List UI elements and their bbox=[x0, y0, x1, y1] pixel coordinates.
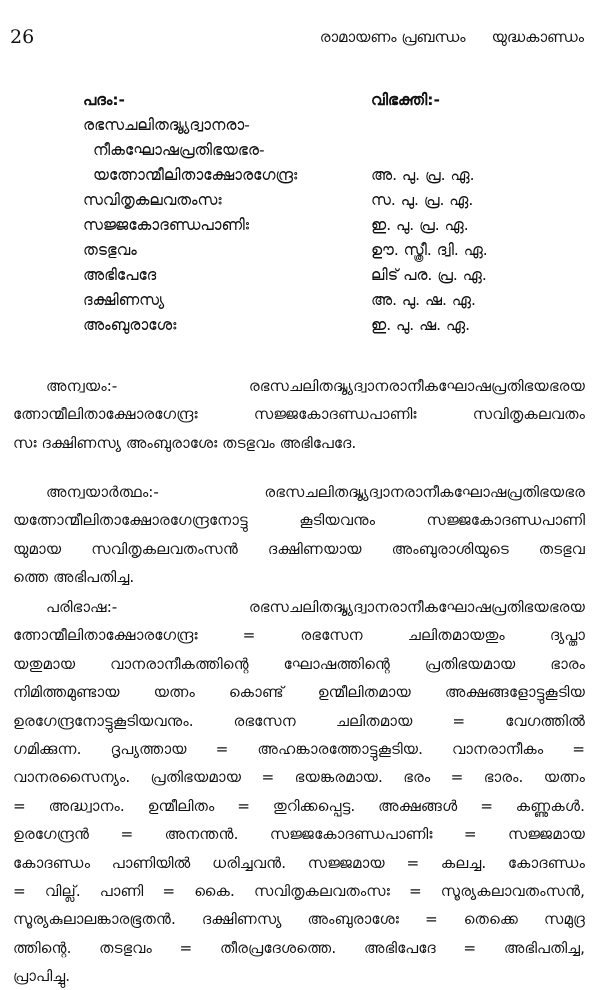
paragraph-line: = വില്ല്. പാണി = കൈ. സവിതൃകലവതംസഃ = സൂര്യകലാവതംസൻ, bbox=[13, 881, 585, 900]
case: ഇ. പു. ഷ. ഏ. bbox=[371, 316, 471, 334]
term: അഭിപേദേ bbox=[83, 266, 157, 284]
term: അംബുരാശേഃ bbox=[83, 316, 177, 334]
term-heading: പദം:- bbox=[83, 91, 125, 109]
paragraph-line: ഗമിക്കുന്ന. ദൃപ്യത്തായ = അഹങ്കാരത്തോട്ടുകൂടിയ. വാനരാനീകം = bbox=[13, 739, 585, 758]
term: നീകഘോഷപ്രതിഭയഭര- bbox=[93, 141, 265, 159]
paragraph-line: അന്വയാർത്ഥം:- രഭസചലിതദ്യ്പ്യദ്വാനരാനീകഘോഷപ്രതിഭയഭര bbox=[46, 483, 585, 501]
paribhasha-paragraph bbox=[13, 593, 585, 990]
paragraph-line: വാനരസൈന്യം. പ്രതിഭയമായ = ഭയങ്കരമായ. ഭരം = ഭാരം. യത്നം bbox=[13, 768, 585, 787]
page-number: 26 bbox=[10, 26, 35, 48]
paragraph-line: ഉരഗേന്ദ്രൻ = അനന്തൻ. സജ്ജകോദണ്ഡപാണിഃ = സജ്ജമായ bbox=[13, 825, 585, 844]
anvayam-paragraph bbox=[13, 372, 585, 457]
table-row bbox=[83, 163, 543, 188]
paragraph-line: യുമായ സവിതൃകലവതംസൻ ദക്ഷിണയായ അംബുരാശിയുടെ തടഭുവ bbox=[13, 539, 585, 558]
table-row bbox=[83, 313, 543, 338]
table-row bbox=[83, 213, 543, 238]
case: ഇ. പു. പ്ര. ഏ. bbox=[371, 216, 469, 234]
term: രഭസചലിതദ്യ്പ്യദ്വാനരാ- bbox=[83, 116, 250, 134]
term: സവിതൃകലവതംസഃ bbox=[83, 191, 222, 209]
term: യത്നോന്മീലിതാക്ഷോരഗേന്ദ്രഃ bbox=[93, 166, 298, 184]
page-header bbox=[10, 26, 584, 52]
term: സജ്ജകോദണ്ഡപാണിഃ bbox=[83, 216, 250, 234]
case: ഊ. സ്ത്രീ. ദ്വി. ഏ. bbox=[371, 241, 488, 259]
table-row bbox=[83, 263, 543, 288]
paragraph-line: യതുമായ വാനരാനീകത്തിന്റെ ഘോഷത്തിന്റെ പ്രതിഭയമായ ഭാരം bbox=[13, 654, 585, 673]
paragraph-line: ഉരഗേന്ദ്രനോട്ടുകൂടിയവനും. രഭസേന ചലിതമായ = വേഗത്തിൽ bbox=[13, 711, 585, 730]
case: ലിട് പര. പ്ര. ഏ. bbox=[371, 266, 487, 284]
running-title bbox=[320, 28, 584, 46]
paragraph-line: കോദണ്ഡം പാണിയിൽ ധരിച്ചവൻ. സജ്ജമായ = കലച്ച. കോദണ്ഡം bbox=[13, 853, 585, 872]
paragraph-line: ത്നോന്മീലിതാക്ഷോരഗേന്ദ്രഃ = രഭസേന ചലിതമായതും ദ്യപ്താ bbox=[13, 626, 585, 645]
paragraph-line: പരിഭാഷ:- രഭസചലിതദ്യ്പ്യദ്വാനരാനീകഘോഷപ്രതിഭയഭരയ bbox=[46, 598, 585, 616]
case-heading: വിഭക്തി:- bbox=[371, 91, 440, 109]
table-row bbox=[83, 188, 543, 213]
table-header-row bbox=[83, 88, 543, 113]
table-row bbox=[83, 113, 543, 138]
paragraph-line: ത്നോന്മീലിതാക്ഷോരഗേന്ദ്രഃ സജ്ജകോദണ്ഡപാണിഃ സവിതൃകലവതം bbox=[13, 405, 585, 424]
paragraph-line: പ്രാപിച്ചു. bbox=[13, 967, 71, 986]
paragraph-line: അന്വയം:- രഭസചലിതദ്യ്പ്യദ്വാനരാനീകഘോഷപ്രതിഭയഭരയ bbox=[46, 377, 585, 395]
analysis-table bbox=[83, 88, 543, 338]
term: ദക്ഷിണസ്യ bbox=[83, 291, 165, 309]
paragraph-line: സഃ ദക്ഷിണസ്യ അംബുരാശേഃ തടഭുവം അഭിപേദേ. bbox=[13, 433, 357, 452]
case: സ. പു. പ്ര. ഏ. bbox=[371, 191, 474, 209]
table-row bbox=[83, 288, 543, 313]
case: അ. പു. പ്ര. ഏ. bbox=[371, 166, 475, 184]
table-row bbox=[83, 138, 543, 163]
table-row bbox=[83, 238, 543, 263]
paragraph-line: യത്നോന്മീലിതാക്ഷോരഗേന്ദ്രനോട്ടു കൂടിയവനും സജ്ജകോദണ്ഡപാണി bbox=[13, 511, 585, 530]
book-title: രാമായണം പ്രബന്ധം bbox=[319, 28, 466, 46]
paragraph-line: ത്തെ അഭിപതിച്ച. bbox=[13, 568, 135, 587]
term: തടഭുവം bbox=[83, 241, 137, 259]
case: അ. പു. ഷ. ഏ. bbox=[371, 291, 476, 309]
paragraph-line: ത്തിന്റെ. തടഭുവം = തീരപ്രദേശത്തെ. അഭിപേദേ = അഭിപതിച്ച, bbox=[13, 938, 585, 957]
paragraph-line: നിമിത്തമുണ്ടായ യത്നം കൊണ്ട് ഉന്മീലിതമായ അക്ഷങ്ങളോട്ടുകൂടിയ bbox=[13, 683, 585, 702]
paragraph-line: = അദ്ധ്വാനം. ഉന്മീലിതം = തുറിക്കപ്പെട്ട. അക്ഷങ്ങൾ = കണ്ണുകൾ. bbox=[13, 796, 585, 815]
anvayartham-paragraph bbox=[13, 478, 585, 592]
section-title: യുദ്ധകാണ്ഡം bbox=[491, 28, 584, 46]
paragraph-line: സൂര്യകുലാലങ്കാരഭൂതൻ. ദക്ഷിണസ്യ അംബുരാശേഃ = തെക്കെ സമുദ്ര bbox=[13, 910, 585, 929]
